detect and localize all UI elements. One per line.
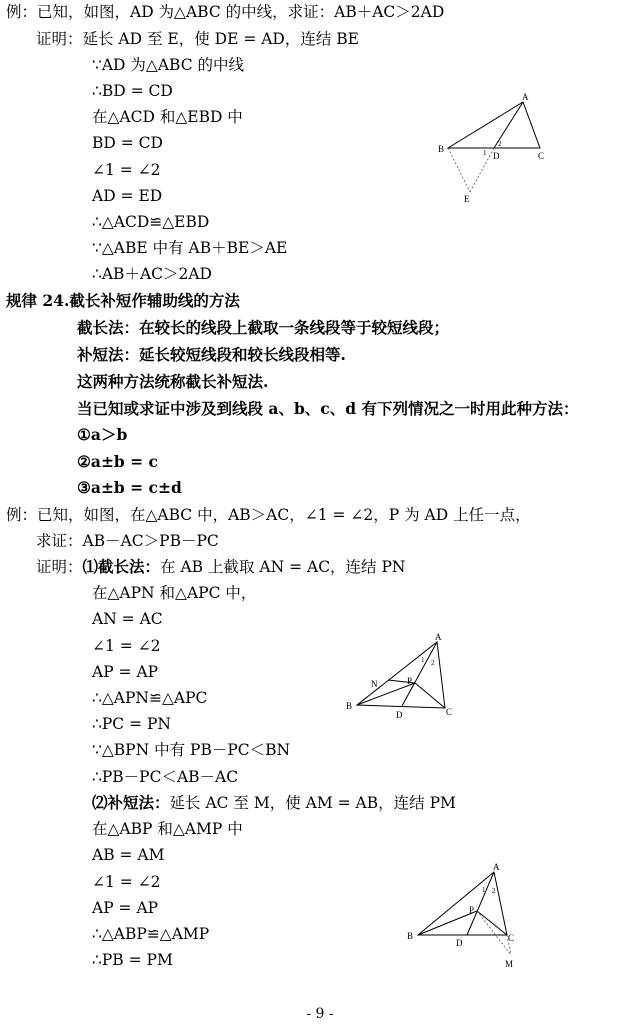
proof-line: AN = AC bbox=[92, 610, 163, 628]
rule-case: ③a±b = c±d bbox=[77, 478, 182, 497]
extension-de bbox=[470, 148, 494, 192]
label-angle1: 1 bbox=[483, 149, 487, 157]
label-d: D bbox=[493, 151, 500, 161]
triangle-abc bbox=[448, 102, 540, 148]
proof-line: ∴AB＋AC＞2AD bbox=[92, 265, 212, 283]
label-a: A bbox=[435, 632, 442, 642]
proof-line: AP = AP bbox=[92, 663, 159, 681]
label-b: B bbox=[407, 931, 414, 941]
triangle-abc bbox=[418, 872, 507, 935]
label-e: E bbox=[464, 194, 470, 204]
label-d: D bbox=[456, 938, 463, 948]
example2-goal: 求证：AB－AC＞PB－PC bbox=[36, 532, 219, 550]
label-c: C bbox=[446, 707, 453, 717]
example1-figure bbox=[430, 90, 560, 210]
label-angle1: 1 bbox=[482, 886, 486, 894]
rule-line: 补短法：延长较短线段和较长线段相等. bbox=[77, 345, 346, 364]
example2-figure-cut bbox=[340, 625, 470, 725]
label-c: C bbox=[508, 933, 515, 943]
rule-case: ①a＞b bbox=[77, 425, 128, 444]
label-p: P bbox=[407, 676, 413, 686]
rule-line: 这两种方法统称截长补短法. bbox=[77, 372, 269, 391]
proof-line: 在△ACD 和△EBD 中 bbox=[92, 108, 243, 126]
label-a: A bbox=[493, 862, 500, 872]
proof-line: ∠1 = ∠2 bbox=[92, 637, 161, 655]
example1-proof-start: 证明：延长 AD 至 E，使 DE = AD，连结 BE bbox=[36, 30, 359, 48]
proof-line: ∠1 = ∠2 bbox=[92, 161, 161, 179]
proof-line: ∴BD = CD bbox=[92, 82, 173, 100]
label-angle2: 2 bbox=[498, 140, 502, 148]
proof-line: ∴△ACD≌△EBD bbox=[92, 213, 210, 231]
proof-line: ∵△BPN 中有 PB－PC＜BN bbox=[92, 741, 291, 759]
label-b: B bbox=[346, 701, 353, 711]
segment-pc bbox=[415, 683, 445, 708]
proof-line: ∠1 = ∠2 bbox=[92, 873, 161, 891]
label-d: D bbox=[396, 710, 403, 720]
segment-bp bbox=[357, 683, 415, 705]
proof-line: ∴△ABP≌△AMP bbox=[92, 925, 210, 943]
rule-line: 当已知或求证中涉及到线段 a、b、c、d 有下列情况之一时用此种方法： bbox=[77, 399, 579, 418]
proof-line: 在△APN 和△APC 中， bbox=[92, 584, 257, 602]
example2-statement: 例：已知，如图，在△ABC 中，AB＞AC，∠1 = ∠2，P 为 AD 上任一点， bbox=[6, 506, 531, 524]
segment-be bbox=[448, 148, 470, 192]
label-b: B bbox=[438, 144, 445, 154]
segment-pm bbox=[477, 911, 511, 955]
proof-line: AD = ED bbox=[92, 187, 163, 205]
example2-figure-extend bbox=[400, 855, 530, 975]
rule-case: ②a±b = c bbox=[77, 452, 158, 471]
label-angle1: 1 bbox=[421, 656, 425, 664]
label-angle2: 2 bbox=[431, 659, 435, 667]
proof-line: ∵AD 为△ABC 的中线 bbox=[92, 56, 244, 74]
proof-line: ∴PB－PC＜AB－AC bbox=[92, 768, 239, 786]
proof-line: 在△ABP 和△AMP 中 bbox=[92, 820, 243, 838]
page-number: - 9 - bbox=[306, 1006, 334, 1022]
method2-start: ⑵补短法：延长 AC 至 M，使 AM = AB，连结 PM bbox=[92, 793, 456, 812]
proof-line: ∴PB = PM bbox=[92, 951, 173, 969]
bisector-ad bbox=[467, 872, 494, 935]
proof-line: ∴△APN≌△APC bbox=[92, 689, 208, 707]
proof-line: ∵△ABE 中有 AB＋BE＞AE bbox=[92, 239, 288, 257]
label-a: A bbox=[522, 92, 529, 102]
proof-line: AP = AP bbox=[92, 899, 159, 917]
label-m: M bbox=[505, 959, 514, 969]
label-c: C bbox=[538, 151, 545, 161]
example2-proof-start: 证明：⑴截长法：在 AB 上截取 AN = AC，连结 PN bbox=[36, 557, 406, 576]
rule-title: 规律 24.截长补短作辅助线的方法 bbox=[6, 291, 240, 310]
proof-line: AB = AM bbox=[92, 846, 165, 864]
label-p: P bbox=[469, 905, 475, 915]
proof-line: BD = CD bbox=[92, 134, 163, 152]
label-angle2: 2 bbox=[492, 887, 496, 895]
example1-statement: 例：已知，如图，AD 为△ABC 的中线，求证：AB＋AC＞2AD bbox=[6, 3, 445, 21]
proof-line: ∴PC = PN bbox=[92, 715, 171, 733]
rule-line: 截长法：在较长的线段上截取一条线段等于较短线段； bbox=[77, 318, 450, 337]
label-n: N bbox=[371, 679, 378, 689]
